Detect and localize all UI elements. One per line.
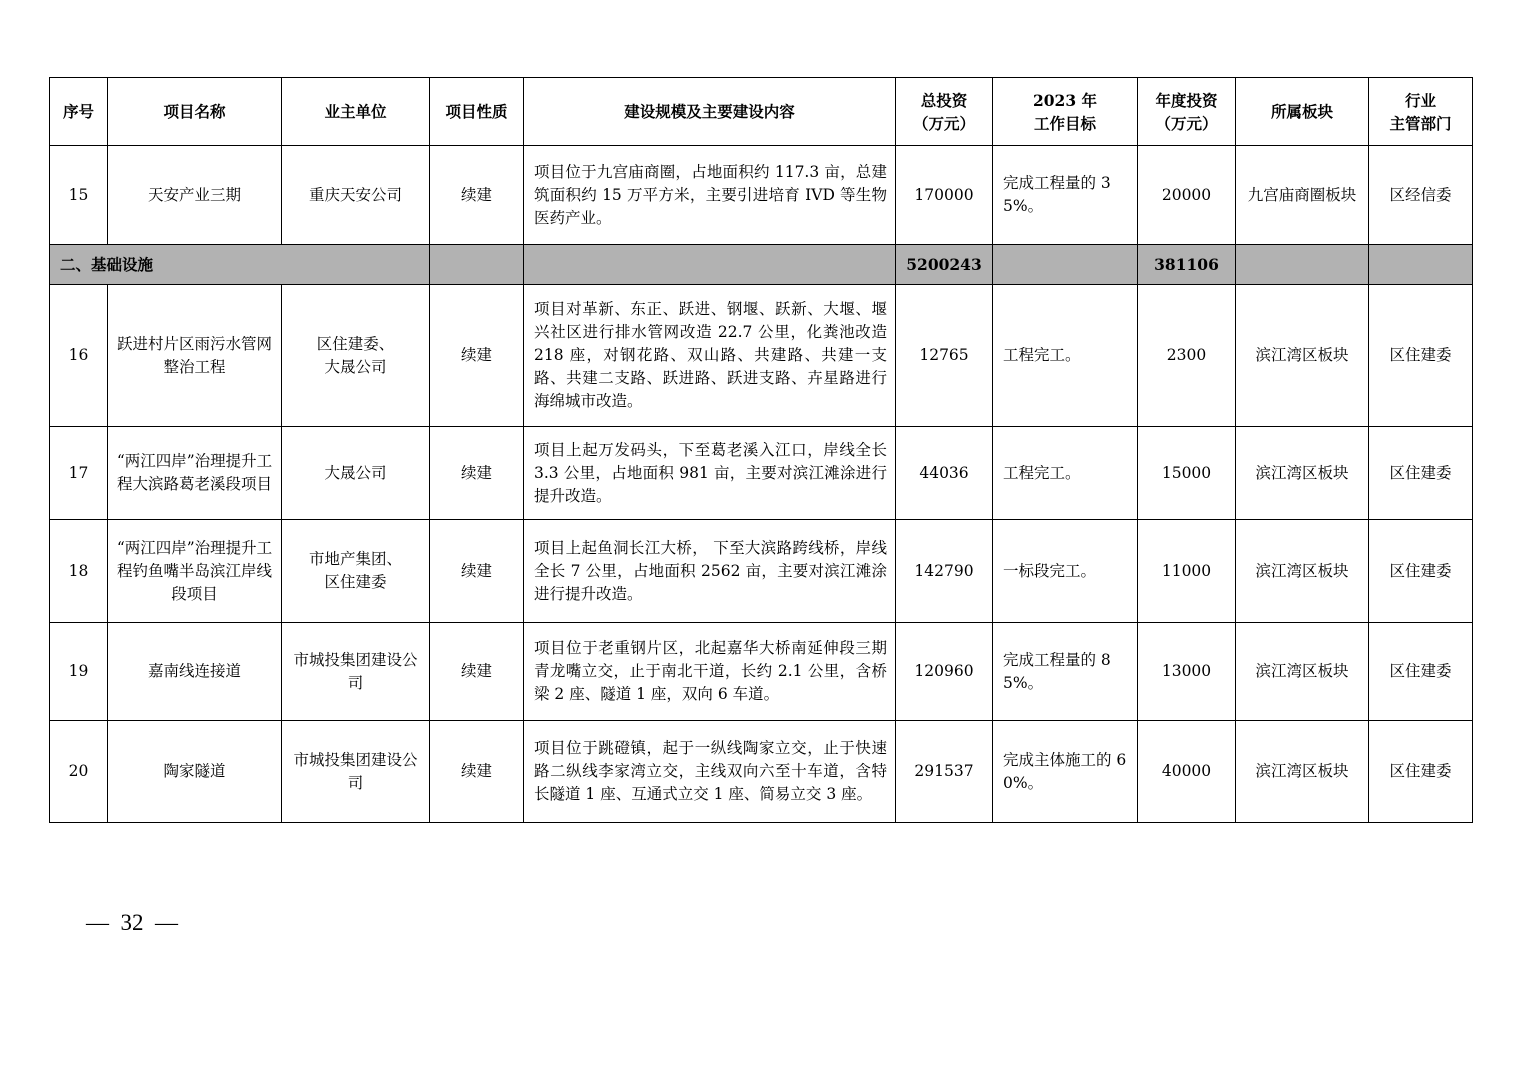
cell-owner: 市地产集团、 区住建委 [282, 520, 430, 623]
header-nature: 项目性质 [430, 78, 524, 146]
page-number: — 32 — [86, 910, 178, 935]
section-empty-cell [1369, 245, 1473, 285]
cell-name: 嘉南线连接道 [108, 623, 282, 721]
cell-nature: 续建 [430, 623, 524, 721]
header-dept: 行业 主管部门 [1369, 78, 1473, 146]
cell-seq: 20 [50, 721, 108, 823]
cell-scope: 项目上起万发码头，下至葛老溪入江口，岸线全长 3.3 公里，占地面积 981 亩，主要对滨江滩涂进行提升改造。 [524, 427, 896, 520]
cell-name: 跃进村片区雨污水管网整治工程 [108, 285, 282, 427]
cell-annual-investment: 40000 [1138, 721, 1236, 823]
cell-total-investment: 170000 [896, 146, 993, 245]
cell-dept: 区住建委 [1369, 520, 1473, 623]
cell-owner: 重庆天安公司 [282, 146, 430, 245]
cell-seq: 18 [50, 520, 108, 623]
cell-sector: 滨江湾区板块 [1236, 285, 1369, 427]
section-empty-cell [430, 245, 524, 285]
project-table [49, 77, 1473, 823]
cell-goal: 完成工程量的 85%。 [993, 623, 1138, 721]
cell-scope: 项目位于跳磴镇，起于一纵线陶家立交，止于快速路二纵线李家湾立交，主线双向六至十车道，含特长隧道 1 座、互通式立交 1 座、简易立交 3 座。 [524, 721, 896, 823]
cell-scope: 项目对革新、东正、跃进、钢堰、跃新、大堰、堰兴社区进行排水管网改造 22.7 公里，化粪池改造 218 座，对钢花路、双山路、共建路、共建一支路、共建二支路、跃进路、跃进支路、卉星路进行海绵城市改造。 [524, 285, 896, 427]
cell-goal: 完成工程量的 35%。 [993, 146, 1138, 245]
cell-sector: 滨江湾区板块 [1236, 427, 1369, 520]
cell-owner: 市城投集团建设公司 [282, 623, 430, 721]
header-annual-investment: 年度投资 （万元） [1138, 78, 1236, 146]
cell-nature: 续建 [430, 427, 524, 520]
header-scope: 建设规模及主要建设内容 [524, 78, 896, 146]
section-total-investment: 5200243 [896, 245, 993, 285]
table-row [50, 623, 1473, 721]
cell-nature: 续建 [430, 146, 524, 245]
cell-name: “两江四岸”治理提升工程大滨路葛老溪段项目 [108, 427, 282, 520]
cell-goal: 完成主体施工的 60%。 [993, 721, 1138, 823]
header-goal: 2023 年 工作目标 [993, 78, 1138, 146]
cell-goal: 工程完工。 [993, 427, 1138, 520]
table-row [50, 520, 1473, 623]
cell-total-investment: 142790 [896, 520, 993, 623]
header-owner: 业主单位 [282, 78, 430, 146]
section-annual-investment: 381106 [1138, 245, 1236, 285]
cell-dept: 区住建委 [1369, 623, 1473, 721]
table-row [50, 427, 1473, 520]
cell-dept: 区住建委 [1369, 285, 1473, 427]
cell-seq: 16 [50, 285, 108, 427]
cell-dept: 区住建委 [1369, 721, 1473, 823]
cell-annual-investment: 20000 [1138, 146, 1236, 245]
header-name: 项目名称 [108, 78, 282, 146]
cell-scope: 项目上起鱼洞长江大桥， 下至大滨路跨线桥，岸线全长 7 公里，占地面积 2562 亩，主要对滨江滩涂进行提升改造。 [524, 520, 896, 623]
cell-total-investment: 291537 [896, 721, 993, 823]
cell-dept: 区经信委 [1369, 146, 1473, 245]
cell-goal: 工程完工。 [993, 285, 1138, 427]
cell-total-investment: 12765 [896, 285, 993, 427]
cell-nature: 续建 [430, 285, 524, 427]
header-sector: 所属板块 [1236, 78, 1369, 146]
cell-annual-investment: 2300 [1138, 285, 1236, 427]
cell-sector: 滨江湾区板块 [1236, 721, 1369, 823]
cell-seq: 19 [50, 623, 108, 721]
cell-sector: 滨江湾区板块 [1236, 520, 1369, 623]
cell-sector: 滨江湾区板块 [1236, 623, 1369, 721]
section-empty-cell [1236, 245, 1369, 285]
cell-sector: 九宫庙商圈板块 [1236, 146, 1369, 245]
cell-total-investment: 120960 [896, 623, 993, 721]
cell-seq: 17 [50, 427, 108, 520]
cell-nature: 续建 [430, 721, 524, 823]
cell-owner: 市城投集团建设公司 [282, 721, 430, 823]
section-title: 二、基础设施 [50, 245, 430, 285]
cell-nature: 续建 [430, 520, 524, 623]
section-row [50, 245, 1473, 285]
table-header-row [50, 78, 1473, 146]
cell-name: 天安产业三期 [108, 146, 282, 245]
cell-seq: 15 [50, 146, 108, 245]
cell-scope: 项目位于老重钢片区，北起嘉华大桥南延伸段三期青龙嘴立交，止于南北干道，长约 2.1 公里，含桥梁 2 座、隧道 1 座，双向 6 车道。 [524, 623, 896, 721]
table-row [50, 721, 1473, 823]
table-row [50, 285, 1473, 427]
cell-dept: 区住建委 [1369, 427, 1473, 520]
cell-annual-investment: 15000 [1138, 427, 1236, 520]
cell-name: 陶家隧道 [108, 721, 282, 823]
cell-owner: 区住建委、 大晟公司 [282, 285, 430, 427]
cell-total-investment: 44036 [896, 427, 993, 520]
table-row [50, 146, 1473, 245]
header-total-investment: 总投资 （万元） [896, 78, 993, 146]
section-empty-cell [993, 245, 1138, 285]
cell-scope: 项目位于九宫庙商圈，占地面积约 117.3 亩，总建筑面积约 15 万平方米，主要引进培育 IVD 等生物医药产业。 [524, 146, 896, 245]
cell-annual-investment: 11000 [1138, 520, 1236, 623]
cell-owner: 大晟公司 [282, 427, 430, 520]
header-seq: 序号 [50, 78, 108, 146]
cell-goal: 一标段完工。 [993, 520, 1138, 623]
cell-name: “两江四岸”治理提升工程钓鱼嘴半岛滨江岸线段项目 [108, 520, 282, 623]
cell-annual-investment: 13000 [1138, 623, 1236, 721]
section-empty-cell [524, 245, 896, 285]
